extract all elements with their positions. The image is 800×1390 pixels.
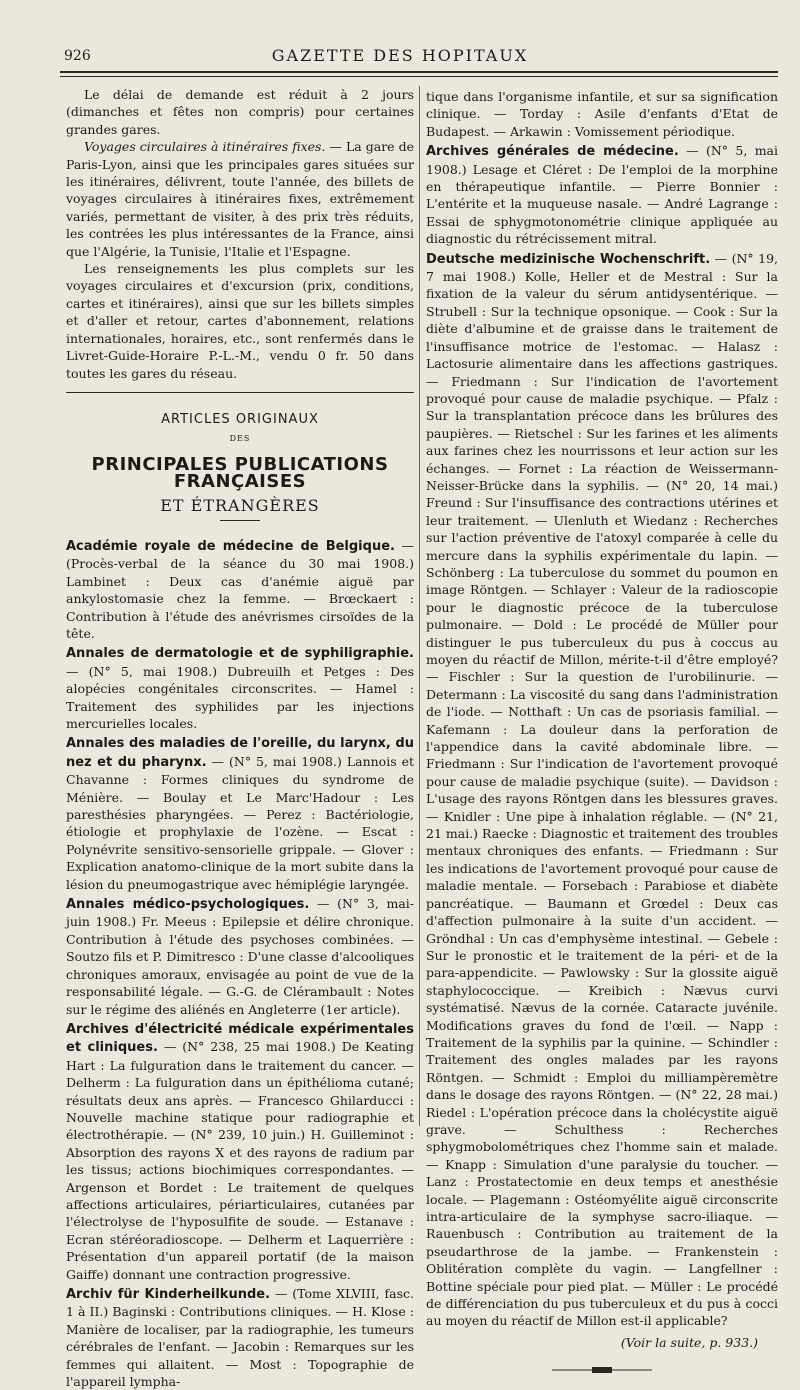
entry-annales-medico-psych: [66, 895, 414, 1018]
entry-text: — (N° 238, 25 mai 1908.) De Keating Hart : La fulguration dans le traitement du cancer. — Delherm : La fulguration dans un épithélioma cutané; résultats deux ans après. — Francesco Ghilarducci : Nouvelle machine statique pour radiographie et électrothérapie. — (N° 239, 10 juin.) H. Guilleminot : Absorption des rayons X et des rayons de radium par les tissus; actions biochimiques correspondantes. — Argenson et Bordet : Le traitement de quelques affections articulaires, périarticulaires, cutanées par l'électrolyse de l'hyposulfite de soude. — Estanave : Ecran stéréoradioscope. — Delherm et Laquerrière : Présentation d'un appareil portatif (de la maison Gaiffe) donnant une contraction progressive.: [66, 1039, 414, 1282]
running-title: GAZETTE DES HOPITAUX: [271, 46, 529, 65]
entry-annales-oreille: [66, 734, 414, 893]
entry-text: — (Procès-verbal de la séance du 30 mai 1908.) Lambinet : Deux cas d'anémie aiguë par ankylostomasie chez la femme. — Brœckaert : Contribution à l'étude des anévrismes cirsoïdes de la tête.: [66, 537, 414, 641]
section-rule: [66, 392, 414, 393]
entry-academie-belgique: [66, 537, 414, 642]
ornament-divider: [426, 1361, 778, 1378]
section-title-main: PRINCIPALES PUBLICATIONS FRANÇAISES: [91, 453, 389, 493]
entry-title: Archiv für Kinderheilkunde.: [66, 1287, 271, 1302]
entry-title: Archives d'électricité médicale expérimentales et cliniques.: [66, 1021, 414, 1056]
section-des: DES: [229, 434, 251, 444]
entry-text: — (N° 5, mai 1908.) Dubreuilh et Petges : Des alopécies congénitales circonscrites. — Hamel : Traitement des syphilides par les injections mercurielles locales.: [66, 663, 414, 731]
paragraph-voyages: [66, 138, 414, 260]
entry-title: Annales médico-psychologiques.: [66, 897, 310, 913]
entry-archives-generales: [426, 142, 778, 247]
voyages-text: — La gare de Paris-Lyon, ainsi que les principales gares situées sur les itinéraires, délivrent, toute l'année, des billets de voyages circulaires à itinéraires fixes, extrêmement variés, permettant de visiter, à des prix très réduits, les contrées les plus intéressantes de la France, ainsi que l'Algérie, la Tunisie, l'Italie et l'Espagne.: [66, 139, 414, 259]
right-column: [426, 86, 778, 1379]
entry-deutsche-wochenschrift: [426, 250, 778, 1330]
entry-text: — (Tome XLVIII, fasc. 1 à II.) Baginski : Contributions cliniques. — H. Klose : Manière de localiser, par la radiographie, les tumeurs cérébrales de l'enfant. — Jacobin : Remarques sur les femmes qui allaitent. — Most : Topographie de l'appareil lympha-: [66, 1286, 414, 1390]
section-small-rule: [220, 520, 260, 521]
entry-title: Annales des maladies de l'oreille, du larynx, du nez et du pharynx.: [66, 736, 414, 770]
entry-text: — (N° 5, mai 1908.) Lesage et Cléret : De l'emploi de la morphine en thérapeutique infantile. — Pierre Bonnier : L'entérite et la muqueuse nasale. — André Lagrange : Essai de sphygmotonométrie clinique appliquée au diagnostic du rétrécissement mitral.: [426, 143, 778, 247]
header-rule-thin: [60, 76, 778, 77]
entry-text: — (N° 19, 7 mai 1908.) Kolle, Heller et de Mestral : Sur la fixation de la valeur du sérum antidysentérique. — Strubell : Sur la technique opsonique. — Cook : Sur la diète d'albumine et de graisse dans le traitement de l'insuffisance motrice de l'estomac. — Halasz : Lactosurie alimentaire dans les affections gastriques. — Friedmann : Sur l'indication de l'avortement provoqué pour cause de maladie psychique. — Pfalz : Sur la transplantation précoce dans les brûlures des paupières. — Rietschel : Sur les farines et les aliments aux farines chez les nourrissons et leur action sur les échanges. — Fornet : La réaction de Weissermann-Neisser-Brücke dans la syphilis. — (N° 20, 14 mai.) Freund : Sur l'insuffisance des contractions utérines et leur traitement. — Ulenluth et Wiedanz : Recherches sur l'action préventive de l'atoxyl comparée à celle du mercure dans la syphilis expérimentale du lapin. — Schönberg : La tuberculose du sommet du poumon en image Röntgen. — Schlayer : Valeur de la radioscopie pour le diagnostic précoce de la tuberculose pulmonaire. — Dold : Le procédé de Müller pour distinguer le pus tuberculeux du pus à coccus au moyen du réactif de Millon, mérite-t-il d'être employé? — Fischler : Sur la question de l'urobilinurie. — Determann : La viscosité du sang dans l'administration de l'iode. — Notthaft : Un cas de psoriasis familial. — Kafemann : La douleur dans la perforation de l'appendice dans la cavité abdominale libre. — Friedmann : Sur l'indication de l'avortement provoqué pour cause de maladie psychique (suite). — Davidson : L'usage des rayons Röntgen dans les blessures graves. — Knidler : Une pipe à inhalation réglable. — (N° 21, 21 mai.) Raecke : Diagnostic et traitement des troubles mentaux chroniques des enfants. — Friedmann : Sur les indications de l'avortement provoqué pour cause de maladie mentale. — Forsebach : Parabiose et diabète pancréatique. — Baumann et Grœdel : Deux cas d'affection pulmonaire à la suite d'un accident. — Gröndhal : Un cas d'emphysème intestinal. — Gebele : Sur le pronostic et le traitement de la péri- et de la para-appendicite. — Pawlowsky : Sur la glossite aiguë staphylococcique. — Kreibich : Nævus curvi systématisé. Nævus de la cornée. Cataracte juvénile. Modifications graves du fond de l'œil. — Napp : Traitement de la syphilis par la quinine. — Schindler : Traitement des ongles malades par les rayons Röntgen. — Schmidt : Emploi du milliampèremètre dans le dosage des rayons Röntgen. — (N° 22, 28 mai.) Riedel : L'opération précoce dans la cholécystite aiguë grave. — Schulthess : Recherches sphygmobolométriques chez l'homme sain et malade. — Knapp : Simulation d'une paralysie du toucher. — Lanz : Prostatectomie en deux temps et anesthésie locale. — Plagemann : Ostéomyélite aiguë circonscrite intra-articulaire de la symphyse sacro-iliaque. — Rauenbusch : Contribution au traitement de la pseudarthrose de la jambe. — Frankenstein : Oblitération complète du vagin. — Langfellner : Bottine spéciale pour pied plat. — Müller : Le procédé de différenciation du pus tuberculeux et du pus à cocci au moyen du réactif de Millon est-il applicable?: [426, 250, 779, 1329]
voyages-title: Voyages circulaires à itinéraires fixes.: [84, 139, 326, 155]
column-divider: [419, 86, 420, 1126]
header-rule: [60, 71, 778, 73]
entry-title: Archives générales de médecine.: [426, 144, 679, 160]
entry-continuation: tique dans l'organisme infantile, et sur sa signification clinique. — Torday : Asile d'enfants d'Etat de Budapest. — Arkawin : Vomissement périodique.: [426, 89, 778, 139]
continued-note: (Voir la suite, p. 933.): [620, 1334, 758, 1350]
section-title-sub: ET ÉTRANGÈRES: [160, 495, 320, 515]
entry-title: Deutsche medizinische Wochenschrift.: [426, 251, 711, 267]
page-number: 926: [64, 48, 91, 64]
paragraph-delai: Le délai de demande est réduit à 2 jours (dimanches et fêtes non compris) pour certaines grandes gares.: [66, 87, 414, 137]
entry-title: Annales de dermatologie et de syphiligraphie.: [66, 646, 414, 662]
entry-annales-dermatologie: [66, 644, 414, 732]
left-column: [66, 86, 414, 1390]
entry-title: Académie royale de médecine de Belgique.: [66, 538, 395, 554]
section-heading: ARTICLES ORIGINAUX: [161, 411, 319, 427]
entry-archiv-kinderheilkunde: [66, 1285, 414, 1390]
entry-text: — (N° 3, mai-juin 1908.) Fr. Meeus : Epilepsie et délire chronique. Contribution à l'étude des psychoses combinées. — Soutzo fils et P. Dimitresco : D'une classe d'alcooliques chroniques amoraux, envisagée au point de vue de la responsabilité légale. — G.-G. de Clérambault : Notes sur le régime des aliénés en Angleterre (1er article).: [66, 896, 414, 1017]
paragraph-renseignements: Les renseignements les plus complets sur les voyages circulaires et d'excursion (prix, conditions, cartes et itinéraires), ainsi que sur les billets simples et d'aller et retour, cartes d'abonnement, relations internationales, horaires, etc., sont renfermés dans le Livret-Guide-Horaire P.-L.-M., vendu 0 fr. 50 dans toutes les gares du réseau.: [66, 261, 414, 381]
entry-archives-electricite: [66, 1020, 414, 1283]
entry-text: — (N° 5, mai 1908.) Lannois et Chavanne : Formes cliniques du syndrome de Ménière. — Boulay et Le Marc'Hadour : Les paresthésies pharyngées. — Perez : Bactériologie, étiologie et prophylaxie de l'ozène. — Escat : Polynévrite sensitivo-sensorielle grippale. — Glover : Explication anatomo-clinique de la mort subite dans la lésion du pneumogastrique avec hémiplégie laryngée.: [66, 753, 414, 892]
